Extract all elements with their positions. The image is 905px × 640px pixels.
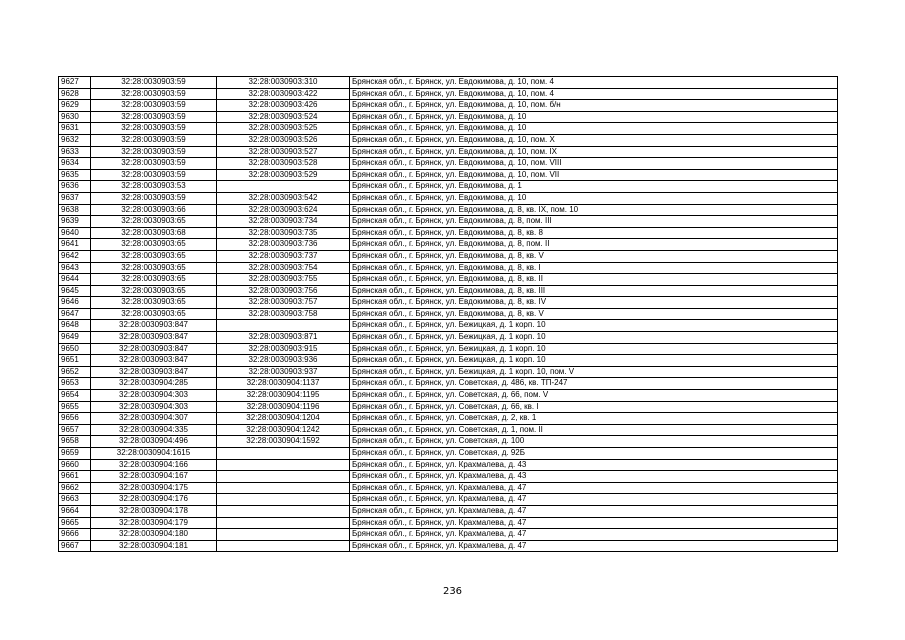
object-cadastral-number-cell: 32:28:0030903:624 xyxy=(217,204,350,216)
table-row xyxy=(59,482,838,494)
table-row xyxy=(59,494,838,506)
row-number-cell: 9661 xyxy=(59,471,91,483)
land-cadastral-number-cell: 32:28:0030903:59 xyxy=(91,146,217,158)
address-cell: Брянская обл., г. Брянск, ул. Евдокимова, д. 8, кв. V xyxy=(350,250,838,262)
address-cell: Брянская обл., г. Брянск, ул. Бежицкая, д. 1 корп. 10 xyxy=(350,320,838,332)
row-number-cell: 9629 xyxy=(59,100,91,112)
address-cell: Брянская обл., г. Брянск, ул. Крахмалева, д. 47 xyxy=(350,517,838,529)
address-cell: Брянская обл., г. Брянск, ул. Евдокимова, д. 10, пом. 4 xyxy=(350,88,838,100)
land-cadastral-number-cell: 32:28:0030904:1615 xyxy=(91,448,217,460)
object-cadastral-number-cell: 32:28:0030903:756 xyxy=(217,285,350,297)
land-cadastral-number-cell: 32:28:0030904:180 xyxy=(91,529,217,541)
land-cadastral-number-cell: 32:28:0030904:335 xyxy=(91,424,217,436)
address-cell: Брянская обл., г. Брянск, ул. Евдокимова, д. 8, кв. IX, пом. 10 xyxy=(350,204,838,216)
land-cadastral-number-cell: 32:28:0030904:178 xyxy=(91,505,217,517)
address-cell: Брянская обл., г. Брянск, ул. Евдокимова, д. 8, кв. IV xyxy=(350,297,838,309)
object-cadastral-number-cell: 32:28:0030903:527 xyxy=(217,146,350,158)
land-cadastral-number-cell: 32:28:0030904:303 xyxy=(91,401,217,413)
land-cadastral-number-cell: 32:28:0030903:847 xyxy=(91,332,217,344)
object-cadastral-number-cell: 32:28:0030903:542 xyxy=(217,192,350,204)
address-cell: Брянская обл., г. Брянск, ул. Крахмалева, д. 43 xyxy=(350,459,838,471)
object-cadastral-number-cell xyxy=(217,448,350,460)
row-number-cell: 9652 xyxy=(59,366,91,378)
land-cadastral-number-cell: 32:28:0030903:59 xyxy=(91,158,217,170)
object-cadastral-number-cell xyxy=(217,540,350,552)
row-number-cell: 9664 xyxy=(59,505,91,517)
row-number-cell: 9647 xyxy=(59,308,91,320)
table-row xyxy=(59,134,838,146)
row-number-cell: 9627 xyxy=(59,77,91,89)
address-cell: Брянская обл., г. Брянск, ул. Советская, д. 66, пом. V xyxy=(350,390,838,402)
object-cadastral-number-cell xyxy=(217,471,350,483)
address-cell: Брянская обл., г. Брянск, ул. Советская, д. 2, кв. 1 xyxy=(350,413,838,425)
row-number-cell: 9641 xyxy=(59,239,91,251)
address-cell: Брянская обл., г. Брянск, ул. Евдокимова, д. 10, пом. VII xyxy=(350,169,838,181)
land-cadastral-number-cell: 32:28:0030903:65 xyxy=(91,250,217,262)
row-number-cell: 9645 xyxy=(59,285,91,297)
land-cadastral-number-cell: 32:28:0030903:847 xyxy=(91,366,217,378)
land-cadastral-number-cell: 32:28:0030904:303 xyxy=(91,390,217,402)
land-cadastral-number-cell: 32:28:0030903:53 xyxy=(91,181,217,193)
land-cadastral-number-cell: 32:28:0030904:307 xyxy=(91,413,217,425)
object-cadastral-number-cell: 32:28:0030903:525 xyxy=(217,123,350,135)
table-row xyxy=(59,517,838,529)
row-number-cell: 9658 xyxy=(59,436,91,448)
table-row xyxy=(59,390,838,402)
row-number-cell: 9650 xyxy=(59,343,91,355)
table-row xyxy=(59,123,838,135)
land-cadastral-number-cell: 32:28:0030903:59 xyxy=(91,100,217,112)
table-row xyxy=(59,529,838,541)
row-number-cell: 9631 xyxy=(59,123,91,135)
register-table-body xyxy=(59,77,838,552)
row-number-cell: 9651 xyxy=(59,355,91,367)
land-cadastral-number-cell: 32:28:0030903:59 xyxy=(91,88,217,100)
table-row xyxy=(59,169,838,181)
object-cadastral-number-cell: 32:28:0030903:936 xyxy=(217,355,350,367)
address-cell: Брянская обл., г. Брянск, ул. Евдокимова, д. 8, кв. I xyxy=(350,262,838,274)
address-cell: Брянская обл., г. Брянск, ул. Крахмалева, д. 47 xyxy=(350,505,838,517)
table-row xyxy=(59,297,838,309)
object-cadastral-number-cell: 32:28:0030903:736 xyxy=(217,239,350,251)
land-cadastral-number-cell: 32:28:0030903:59 xyxy=(91,123,217,135)
table-row xyxy=(59,262,838,274)
row-number-cell: 9659 xyxy=(59,448,91,460)
land-cadastral-number-cell: 32:28:0030904:166 xyxy=(91,459,217,471)
land-cadastral-number-cell: 32:28:0030903:59 xyxy=(91,192,217,204)
land-cadastral-number-cell: 32:28:0030903:59 xyxy=(91,169,217,181)
row-number-cell: 9655 xyxy=(59,401,91,413)
table-row xyxy=(59,77,838,89)
object-cadastral-number-cell: 32:28:0030904:1592 xyxy=(217,436,350,448)
object-cadastral-number-cell: 32:28:0030904:1137 xyxy=(217,378,350,390)
land-cadastral-number-cell: 32:28:0030903:59 xyxy=(91,77,217,89)
table-row xyxy=(59,239,838,251)
object-cadastral-number-cell: 32:28:0030903:310 xyxy=(217,77,350,89)
row-number-cell: 9637 xyxy=(59,192,91,204)
object-cadastral-number-cell: 32:28:0030903:737 xyxy=(217,250,350,262)
row-number-cell: 9644 xyxy=(59,274,91,286)
object-cadastral-number-cell xyxy=(217,517,350,529)
table-row xyxy=(59,100,838,112)
table-row xyxy=(59,332,838,344)
address-cell: Брянская обл., г. Брянск, ул. Евдокимова, д. 10, пом. б/н xyxy=(350,100,838,112)
table-row xyxy=(59,424,838,436)
land-cadastral-number-cell: 32:28:0030903:68 xyxy=(91,227,217,239)
row-number-cell: 9638 xyxy=(59,204,91,216)
table-row xyxy=(59,505,838,517)
property-register-table xyxy=(58,76,838,552)
address-cell: Брянская обл., г. Брянск, ул. Советская, д. 1, пом. II xyxy=(350,424,838,436)
address-cell: Брянская обл., г. Брянск, ул. Евдокимова, д. 8, кв. 8 xyxy=(350,227,838,239)
address-cell: Брянская обл., г. Брянск, ул. Крахмалева, д. 47 xyxy=(350,482,838,494)
table-row xyxy=(59,320,838,332)
land-cadastral-number-cell: 32:28:0030904:179 xyxy=(91,517,217,529)
table-row xyxy=(59,459,838,471)
address-cell: Брянская обл., г. Брянск, ул. Евдокимова, д. 10, пом. X xyxy=(350,134,838,146)
row-number-cell: 9630 xyxy=(59,111,91,123)
land-cadastral-number-cell: 32:28:0030903:847 xyxy=(91,320,217,332)
land-cadastral-number-cell: 32:28:0030903:65 xyxy=(91,285,217,297)
address-cell: Брянская обл., г. Брянск, ул. Евдокимова, д. 8, пом. III xyxy=(350,216,838,228)
row-number-cell: 9667 xyxy=(59,540,91,552)
row-number-cell: 9662 xyxy=(59,482,91,494)
table-row xyxy=(59,250,838,262)
table-row xyxy=(59,204,838,216)
land-cadastral-number-cell: 32:28:0030903:59 xyxy=(91,111,217,123)
address-cell: Брянская обл., г. Брянск, ул. Советская, д. 100 xyxy=(350,436,838,448)
row-number-cell: 9657 xyxy=(59,424,91,436)
table-row xyxy=(59,401,838,413)
object-cadastral-number-cell: 32:28:0030904:1242 xyxy=(217,424,350,436)
object-cadastral-number-cell: 32:28:0030903:422 xyxy=(217,88,350,100)
table-row xyxy=(59,88,838,100)
table-row xyxy=(59,355,838,367)
table-row xyxy=(59,308,838,320)
object-cadastral-number-cell xyxy=(217,320,350,332)
table-row xyxy=(59,366,838,378)
address-cell: Брянская обл., г. Брянск, ул. Бежицкая, д. 1 корп. 10 xyxy=(350,332,838,344)
object-cadastral-number-cell: 32:28:0030903:758 xyxy=(217,308,350,320)
address-cell: Брянская обл., г. Брянск, ул. Советская, д. 92Б xyxy=(350,448,838,460)
address-cell: Брянская обл., г. Брянск, ул. Евдокимова, д. 8, кв. V xyxy=(350,308,838,320)
land-cadastral-number-cell: 32:28:0030903:65 xyxy=(91,297,217,309)
row-number-cell: 9653 xyxy=(59,378,91,390)
row-number-cell: 9665 xyxy=(59,517,91,529)
land-cadastral-number-cell: 32:28:0030904:176 xyxy=(91,494,217,506)
land-cadastral-number-cell: 32:28:0030903:847 xyxy=(91,343,217,355)
object-cadastral-number-cell: 32:28:0030903:871 xyxy=(217,332,350,344)
object-cadastral-number-cell: 32:28:0030903:755 xyxy=(217,274,350,286)
address-cell: Брянская обл., г. Брянск, ул. Бежицкая, д. 1 корп. 10 xyxy=(350,355,838,367)
table-row xyxy=(59,192,838,204)
row-number-cell: 9639 xyxy=(59,216,91,228)
table-row xyxy=(59,146,838,158)
land-cadastral-number-cell: 32:28:0030904:175 xyxy=(91,482,217,494)
address-cell: Брянская обл., г. Брянск, ул. Бежицкая, д. 1 корп. 10 xyxy=(350,343,838,355)
row-number-cell: 9632 xyxy=(59,134,91,146)
object-cadastral-number-cell: 32:28:0030903:734 xyxy=(217,216,350,228)
row-number-cell: 9663 xyxy=(59,494,91,506)
land-cadastral-number-cell: 32:28:0030904:167 xyxy=(91,471,217,483)
object-cadastral-number-cell: 32:28:0030904:1195 xyxy=(217,390,350,402)
object-cadastral-number-cell xyxy=(217,482,350,494)
land-cadastral-number-cell: 32:28:0030903:65 xyxy=(91,216,217,228)
row-number-cell: 9648 xyxy=(59,320,91,332)
object-cadastral-number-cell: 32:28:0030903:524 xyxy=(217,111,350,123)
row-number-cell: 9649 xyxy=(59,332,91,344)
land-cadastral-number-cell: 32:28:0030904:285 xyxy=(91,378,217,390)
row-number-cell: 9643 xyxy=(59,262,91,274)
table-row xyxy=(59,216,838,228)
row-number-cell: 9642 xyxy=(59,250,91,262)
object-cadastral-number-cell: 32:28:0030903:754 xyxy=(217,262,350,274)
address-cell: Брянская обл., г. Брянск, ул. Крахмалева, д. 43 xyxy=(350,471,838,483)
object-cadastral-number-cell: 32:28:0030903:529 xyxy=(217,169,350,181)
table-row xyxy=(59,448,838,460)
object-cadastral-number-cell xyxy=(217,494,350,506)
address-cell: Брянская обл., г. Брянск, ул. Евдокимова, д. 10 xyxy=(350,123,838,135)
land-cadastral-number-cell: 32:28:0030903:66 xyxy=(91,204,217,216)
table-row xyxy=(59,343,838,355)
object-cadastral-number-cell: 32:28:0030903:937 xyxy=(217,366,350,378)
table-row xyxy=(59,413,838,425)
object-cadastral-number-cell xyxy=(217,529,350,541)
object-cadastral-number-cell: 32:28:0030903:528 xyxy=(217,158,350,170)
object-cadastral-number-cell: 32:28:0030903:915 xyxy=(217,343,350,355)
row-number-cell: 9654 xyxy=(59,390,91,402)
table-row xyxy=(59,436,838,448)
table-row xyxy=(59,274,838,286)
object-cadastral-number-cell xyxy=(217,505,350,517)
table-row xyxy=(59,111,838,123)
address-cell: Брянская обл., г. Брянск, ул. Крахмалева, д. 47 xyxy=(350,529,838,541)
address-cell: Брянская обл., г. Брянск, ул. Евдокимова, д. 1 xyxy=(350,181,838,193)
address-cell: Брянская обл., г. Брянск, ул. Евдокимова, д. 8, кв. III xyxy=(350,285,838,297)
land-cadastral-number-cell: 32:28:0030903:65 xyxy=(91,308,217,320)
object-cadastral-number-cell: 32:28:0030903:426 xyxy=(217,100,350,112)
land-cadastral-number-cell: 32:28:0030903:65 xyxy=(91,274,217,286)
row-number-cell: 9646 xyxy=(59,297,91,309)
row-number-cell: 9666 xyxy=(59,529,91,541)
land-cadastral-number-cell: 32:28:0030904:181 xyxy=(91,540,217,552)
address-cell: Брянская обл., г. Брянск, ул. Советская, д. 486, кв. ТП-247 xyxy=(350,378,838,390)
table-row xyxy=(59,181,838,193)
object-cadastral-number-cell: 32:28:0030904:1204 xyxy=(217,413,350,425)
row-number-cell: 9628 xyxy=(59,88,91,100)
address-cell: Брянская обл., г. Брянск, ул. Крахмалева, д. 47 xyxy=(350,540,838,552)
row-number-cell: 9636 xyxy=(59,181,91,193)
page-number: 236 xyxy=(442,586,463,597)
table-row xyxy=(59,540,838,552)
table-row xyxy=(59,285,838,297)
land-cadastral-number-cell: 32:28:0030903:847 xyxy=(91,355,217,367)
address-cell: Брянская обл., г. Брянск, ул. Евдокимова, д. 10, пом. IX xyxy=(350,146,838,158)
row-number-cell: 9660 xyxy=(59,459,91,471)
address-cell: Брянская обл., г. Брянск, ул. Евдокимова, д. 10, пом. VIII xyxy=(350,158,838,170)
row-number-cell: 9633 xyxy=(59,146,91,158)
row-number-cell: 9640 xyxy=(59,227,91,239)
row-number-cell: 9656 xyxy=(59,413,91,425)
table-row xyxy=(59,227,838,239)
address-cell: Брянская обл., г. Брянск, ул. Советская, д. 66, кв. I xyxy=(350,401,838,413)
row-number-cell: 9635 xyxy=(59,169,91,181)
address-cell: Брянская обл., г. Брянск, ул. Крахмалева, д. 47 xyxy=(350,494,838,506)
address-cell: Брянская обл., г. Брянск, ул. Евдокимова, д. 10, пом. 4 xyxy=(350,77,838,89)
address-cell: Брянская обл., г. Брянск, ул. Евдокимова, д. 10 xyxy=(350,111,838,123)
object-cadastral-number-cell: 32:28:0030904:1196 xyxy=(217,401,350,413)
land-cadastral-number-cell: 32:28:0030903:65 xyxy=(91,239,217,251)
table-row xyxy=(59,471,838,483)
object-cadastral-number-cell xyxy=(217,181,350,193)
address-cell: Брянская обл., г. Брянск, ул. Бежицкая, д. 1 корп. 10, пом. V xyxy=(350,366,838,378)
table-row xyxy=(59,158,838,170)
address-cell: Брянская обл., г. Брянск, ул. Евдокимова, д. 8, кв. II xyxy=(350,274,838,286)
land-cadastral-number-cell: 32:28:0030903:59 xyxy=(91,134,217,146)
land-cadastral-number-cell: 32:28:0030903:65 xyxy=(91,262,217,274)
table-row xyxy=(59,378,838,390)
address-cell: Брянская обл., г. Брянск, ул. Евдокимова, д. 10 xyxy=(350,192,838,204)
row-number-cell: 9634 xyxy=(59,158,91,170)
object-cadastral-number-cell: 32:28:0030903:526 xyxy=(217,134,350,146)
object-cadastral-number-cell: 32:28:0030903:757 xyxy=(217,297,350,309)
land-cadastral-number-cell: 32:28:0030904:496 xyxy=(91,436,217,448)
address-cell: Брянская обл., г. Брянск, ул. Евдокимова, д. 8, пом. II xyxy=(350,239,838,251)
object-cadastral-number-cell: 32:28:0030903:735 xyxy=(217,227,350,239)
object-cadastral-number-cell xyxy=(217,459,350,471)
